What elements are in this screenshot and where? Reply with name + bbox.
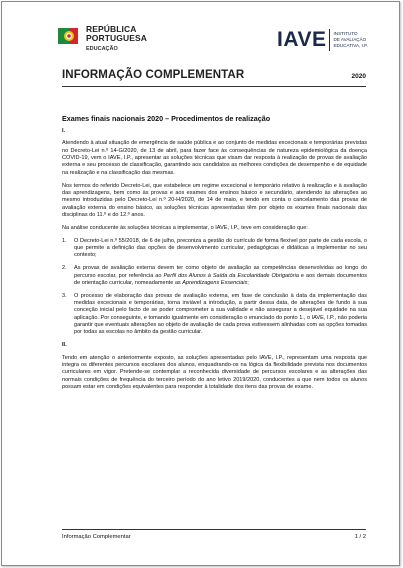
list-item-number: 1. [62, 237, 67, 244]
document-page [1, 1, 400, 566]
paragraph-1: Atendendo à atual situação de emergência de saúde pública e ao conjunto de medidas excecionais e temporárias previstas no Decreto-Lei n.º 14-G/2020, de 13 de abril, para fazer face às consequências de natureza epidemiológica da doença COVID-19, vem o IAVE, I.P., apresentar as soluções técnicas que visam dar resposta à realização de provas de avaliação externa e seu processo de classificação, garantindo aos candidatos as melhores condições de desempenho e de equidade na realização e na classificação das mesmas. [62, 140, 367, 176]
list-item-text: O processo de elaboração das provas de avaliação externa, em fase de conclusão à data da implementação das medidas excecionais e temporárias, torna inviável a introdução, a partir dessa data, de alterações de fundo à sua conceção inicial pelo facto de se poder comprometer a sua validade e não assegurar a desejável equidade na sua aplicação. Por conseguinte, e tomando igualmente em consideração o enunciado do ponto 1., o IAVE, I.P., não poderia garantir que eventuais alterações ao objeto de avaliação de cada prova estivessem alinhadas com as opções tomadas por todas as escolas no âmbito da gestão curricular. [74, 292, 367, 336]
list-item-number: 3. [62, 292, 67, 299]
list-item-text: As provas de avaliação externa devem ter como objeto de avaliação as competências desenvolvidas ao longo do percurso escolar, por referência ao Perfil dos Alunos à Saída da Escolaridade Obrigatória e aos demais documentos de orientação curricular, nomeadamente as Aprendizagens Essenciais; [74, 265, 367, 286]
list-item [62, 238, 367, 260]
paragraph-3: Na análise conducente às soluções técnicas a implementar, o IAVE, I.P., teve em consideração que: [62, 224, 308, 231]
section-number-1: I. [62, 128, 66, 134]
list-item [62, 265, 367, 287]
title-rule [62, 86, 366, 87]
iave-wordmark: IAVE [277, 28, 327, 51]
document-year: 2020 [351, 73, 366, 80]
list-item-number: 2. [62, 265, 67, 272]
footer-title: Informação Complementar [62, 534, 131, 540]
aprendizagens-essenciais-reference: Aprendizagens Essenciais [182, 279, 248, 286]
section-number-2: II. [62, 342, 67, 349]
title-row [62, 69, 366, 81]
paragraph-2: Nos termos do referido Decreto-Lei, que estabelece um regime excecional e temporário relativo à realização e à avaliação das aprendizagens, bem como às provas e aos exames dos ensinos básico e secundário, atendendo às alterações ao mesmo introduzidas pelo Decreto-Lei n.º 20-H/2020, de 14 de maio, e tendo em conta o cancelamento das provas de avaliação externa do ensino básico, as soluções técnicas apresentadas têm por objeto os exames finais nacionais das disciplinas do 11.º e do 12.º anos. [62, 182, 367, 218]
portuguesa-line: PORTUGUESA [86, 33, 147, 43]
document-body [62, 114, 367, 397]
page-header [2, 2, 399, 58]
iave-logo [277, 28, 368, 52]
perfil-alunos-reference: Perfil dos Alunos à Saída da Escolaridade Obrigatória [163, 272, 299, 279]
footer-rule [62, 529, 366, 530]
page-number: 1 / 2 [354, 534, 366, 540]
republica-line: REPÚBLICA [86, 24, 137, 34]
republica-portuguesa-emblem [58, 26, 82, 46]
republica-portuguesa-wordmark [86, 25, 147, 54]
section-heading: Exames finais nacionais 2020 – Procedimentos de realização [62, 114, 271, 123]
list-item-text: O Decreto-Lei n.º 55/2018, de 6 de julho, preconiza a gestão do currículo de forma flexível por parte de cada escola, o que permite a definição das opções de desenvolvimento curricular, pedagógicas e didáticas a implementar no seu contexto; [74, 237, 367, 259]
list-item [62, 293, 367, 337]
document-title: INFORMAÇÃO COMPLEMENTAR [62, 69, 245, 81]
iave-subtitle: INSTITUTO DE AVALIAÇÃO EDUCATIVA, I.P. [333, 31, 368, 48]
educacao-label: EDUCAÇÃO [86, 46, 118, 52]
paragraph-4: Tendo em atenção o anteriormente exposto, as soluções apresentadas pelo IAVE, I.P., representam uma resposta que integra os diferentes percursos escolares dos alunos, enquadrando-os na lógica da flexibilidade prevista nos documentos curriculares em vigor. Pretende-se contemplar a reconhecida diversidade de percursos escolares e as alterações das normais condições de frequência do terceiro período do ano letivo 2019/2020, conducentes a que nem todos os alunos possam estar em condições equivalentes para responder à totalidade dos itens das provas de exame. [62, 354, 367, 390]
iave-divider [329, 29, 330, 51]
